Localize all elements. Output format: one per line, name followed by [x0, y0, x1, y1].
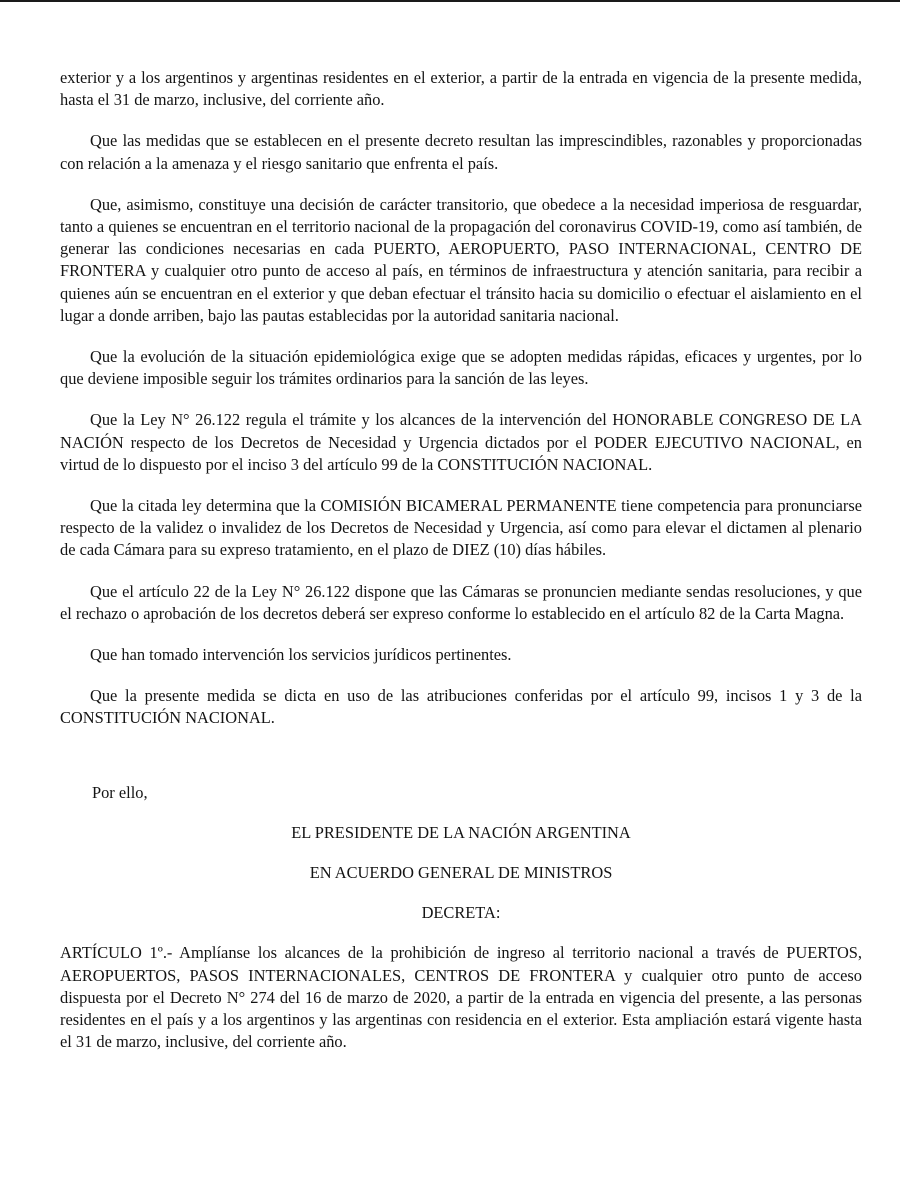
paragraph-medidas: Que las medidas que se establecen en el presente decreto resultan las imprescindibles, razonables y proporcionadas con relación a la amenaza y el riesgo sanitario que enfrenta el país.	[60, 131, 862, 173]
paragraph-ley-26122: Que la Ley N° 26.122 regula el trámite y los alcances de la intervención del HONORABLE CONGRESO DE LA NACIÓN respecto de los Decretos de Necesidad y Urgencia dictados por el PODER EJECUTIVO NACIONAL, en virtud de lo dispuesto por el inciso 3 del artículo 99 de la CONSTITUCIÓN NACIONAL.	[60, 410, 862, 474]
por-ello-text: Por ello,	[92, 782, 148, 802]
heading-decreta: DECRETA:	[421, 903, 501, 923]
paragraph-servicios-juridicos: Que han tomado intervención los servicios jurídicos pertinentes.	[90, 645, 512, 665]
heading-president: EL PRESIDENTE DE LA NACIÓN ARGENTINA	[291, 822, 631, 842]
paragraph-evolucion: Que la evolución de la situación epidemiológica exige que se adopten medidas rápidas, eficaces y urgentes, por lo que deviene imposible seguir los trámites ordinarios para la sanción de las leyes.	[60, 347, 862, 389]
article-1: ARTÍCULO 1º.- Amplíanse los alcances de la prohibición de ingreso al territorio nacional a través de PUERTOS, AEROPUERTOS, PASOS INTERNACIONALES, CENTROS DE FRONTERA y cualquier otro punto de acceso dispuesta por el Decreto N° 274 del 16 de marzo de 2020, a partir de la entrada en vigencia del presente, a las personas residentes en el país y a los argentinos y las argentinas con residencia en el exterior. Esta ampliación estará vigente hasta el 31 de marzo, inclusive, del corriente año.	[60, 943, 862, 1052]
paragraph-continuation: exterior y a los argentinos y argentinas residentes en el exterior, a partir de la entrada en vigencia de la presente medida, hasta el 31 de marzo, inclusive, del corriente año.	[60, 68, 862, 110]
heading-acuerdo: EN ACUERDO GENERAL DE MINISTROS	[309, 863, 613, 883]
document-page	[60, 67, 862, 1054]
paragraph-atribuciones: Que la presente medida se dicta en uso de las atribuciones conferidas por el artículo 99, incisos 1 y 3 de la CONSTITUCIÓN NACIONAL.	[60, 686, 862, 728]
paragraph-comision-bicameral: Que la citada ley determina que la COMISIÓN BICAMERAL PERMANENTE tiene competencia para pronunciarse respecto de la validez o invalidez de los Decretos de Necesidad y Urgencia, así como para elevar el dictamen al plenario de cada Cámara para su expreso tratamiento, en el plazo de DIEZ (10) días hábiles.	[60, 496, 862, 560]
top-border-line	[0, 0, 900, 2]
paragraph-articulo-22: Que el artículo 22 de la Ley N° 26.122 dispone que las Cámaras se pronuncien mediante sendas resoluciones, y que el rechazo o aprobación de los decretos deberá ser expreso conforme lo establecido en el artículo 82 de la Carta Magna.	[60, 581, 862, 623]
paragraph-transitorio: Que, asimismo, constituye una decisión de carácter transitorio, que obedece a la necesidad imperiosa de resguardar, tanto a quienes se encuentran en el territorio nacional de la propagación del coronavirus COVID-19, como así también, de generar las condiciones necesarias en cada PUERTO, AEROPUERTO, PASO INTERNACIONAL, CENTRO DE FRONTERA y cualquier otro punto de acceso al país, en términos de infraestructura y atención sanitaria, para recibir a quienes aún se encuentran en el exterior y que deban efectuar el tránsito hacia su domicilio o efectuar el aislamiento en el lugar a donde arriben, bajo las pautas establecidas por la autoridad sanitaria nacional.	[60, 194, 862, 325]
